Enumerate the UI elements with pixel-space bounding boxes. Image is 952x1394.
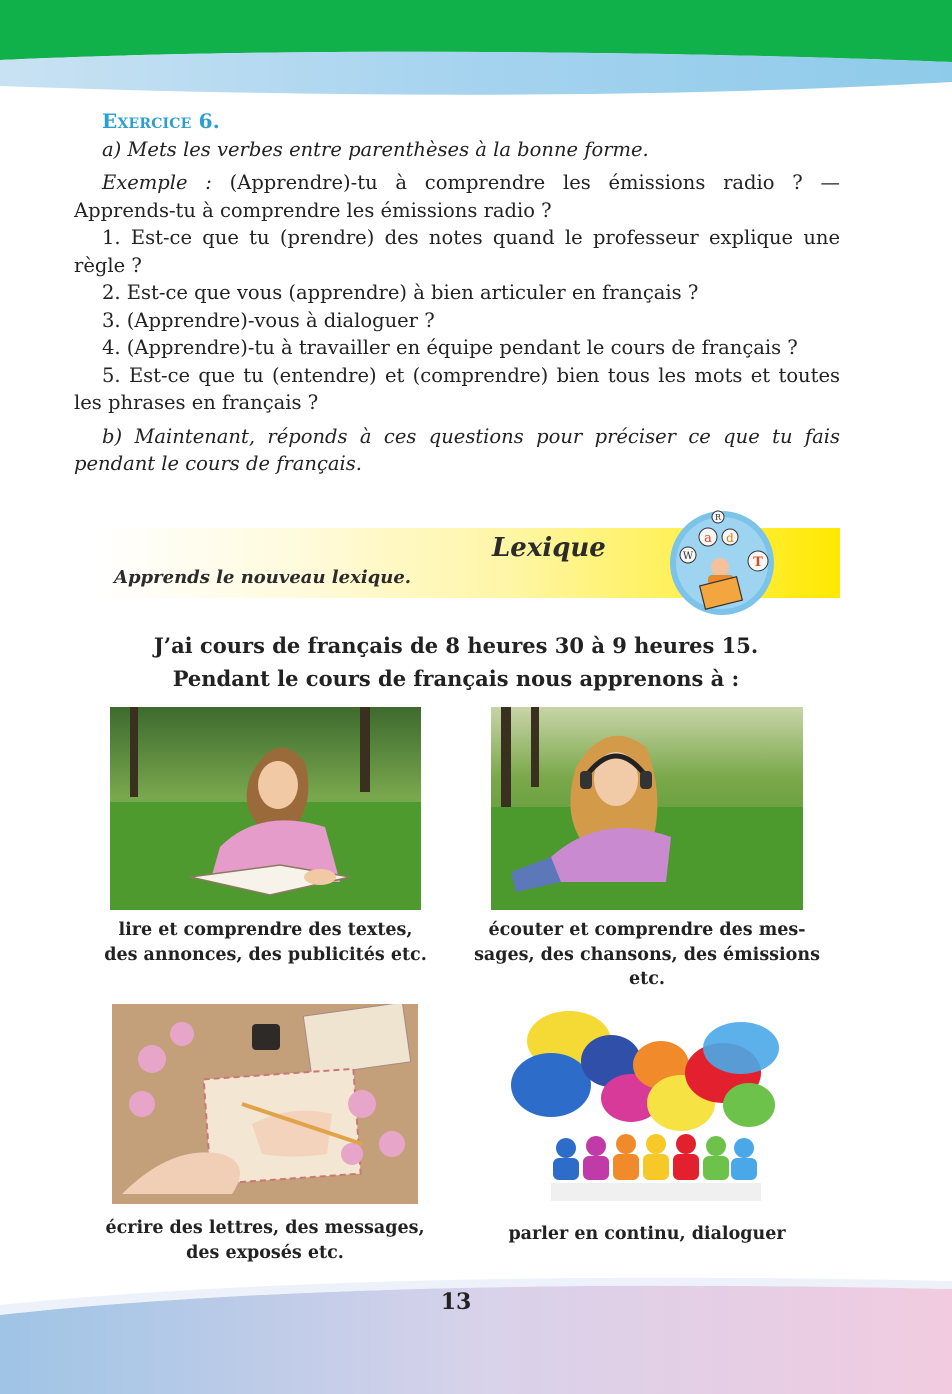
exercise-item-1: 1. Est-ce que tu (prendre) des notes quand le professeur explique une règle ? xyxy=(74,226,840,277)
badge-letter-d: d xyxy=(726,531,734,545)
photo-girl-headphones xyxy=(491,707,803,910)
schedule-line: J’ai cours de français de 8 heures 30 à 9 heures 15. xyxy=(153,633,759,658)
instruction-b: b) Maintenant, réponds à ces questions pour préciser ce que tu fais pendant le cours de français. xyxy=(74,424,840,475)
caption-listen-line3: etc. xyxy=(629,969,665,989)
exercise-title: Exercice 6. xyxy=(102,109,220,133)
caption-listen xyxy=(472,918,822,992)
exercise-item-5: 5. Est-ce que tu (entendre) et (comprendre) bien tous les mots et toutes les phrases en français ? xyxy=(74,363,840,414)
top-decorative-band xyxy=(0,0,952,110)
instruction-a: a) Mets les verbes entre parenthèses à la bonne forme. xyxy=(102,137,649,161)
badge-letter-w: W xyxy=(682,551,694,562)
lexique-subtitle: Apprends le nouveau lexique. xyxy=(114,567,412,588)
caption-listen-line1: écouter et comprendre des mes- xyxy=(488,920,806,940)
caption-read-line1: lire et comprendre des textes, xyxy=(118,920,413,940)
photo-girl-reading xyxy=(110,707,421,910)
lexique-title: Lexique xyxy=(492,533,606,563)
photo-writing-letter xyxy=(112,1004,418,1204)
caption-speak-line1: parler en continu, dialoguer xyxy=(508,1224,786,1244)
badge-letter-a: a xyxy=(704,531,712,546)
example-label: Exemple : xyxy=(102,171,212,194)
page-number: 13 xyxy=(440,1289,472,1315)
exercise-block xyxy=(74,108,840,478)
caption-read xyxy=(100,918,431,967)
exercise-item-2: 2. Est-ce que vous (apprendre) à bien articuler en français ? xyxy=(102,281,699,304)
caption-speak xyxy=(472,1222,822,1247)
lexique-badge-illustration xyxy=(668,509,776,617)
exercise-item-3: 3. (Apprendre)-vous à dialoguer ? xyxy=(102,308,435,332)
caption-read-line2: des annonces, des publicités etc. xyxy=(104,944,427,965)
example xyxy=(74,169,840,224)
caption-write xyxy=(100,1216,430,1265)
example-text: (Apprendre)-tu à comprendre les émissions radio ? — Apprends-tu à comprendre les émissions radio ? xyxy=(74,171,840,222)
caption-write-line1: écrire des lettres, des messages, xyxy=(105,1218,425,1238)
exercise-item-4: 4. (Apprendre)-tu à travailler en équipe pendant le cours de français ? xyxy=(102,336,798,359)
caption-listen-line2: sages, des chansons, des émissions xyxy=(474,944,820,965)
illustration-speech-bubbles xyxy=(491,1003,803,1211)
caption-write-line2: des exposés etc. xyxy=(186,1242,344,1263)
badge-letter-t: T xyxy=(753,555,763,570)
badge-letter-r: R xyxy=(714,513,722,522)
activities-intro: Pendant le cours de français nous apprenons à : xyxy=(172,666,740,691)
